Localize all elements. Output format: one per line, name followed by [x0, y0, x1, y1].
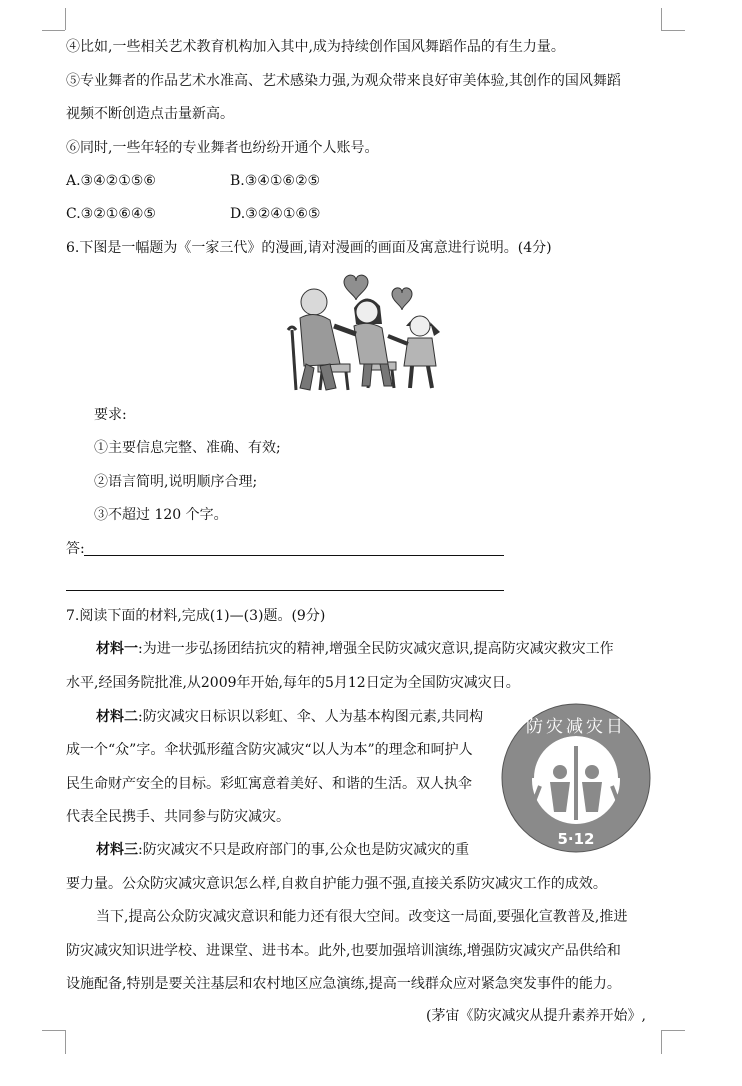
crop-mark-bottom-left-h: [42, 1030, 65, 1031]
crop-mark-top-right: [661, 8, 662, 30]
requirements-title: 要求:: [94, 407, 127, 423]
option-item-5-line-2: 视频不断创造点击量新高。: [66, 106, 234, 122]
material-2-line-3: 民生命财产安全的目标。彩虹寓意着美好、和谐的生活。双人执伞: [66, 776, 472, 792]
option-item-4: ④比如,一些相关艺术教育机构加入其中,成为持续创作国风舞蹈作品的有生力量。: [66, 39, 565, 55]
question-7-prompt: 7.阅读下面的材料,完成(1)—(3)题。(9分): [66, 608, 326, 624]
choice-a: A.③④②①⑤⑥: [66, 173, 156, 189]
material-2-line-2: 成一个“众”字。伞状弧形蕴含防灾减灾“以人为本”的理念和呵护人: [66, 742, 473, 758]
requirement-2: ②语言简明,说明顺序合理;: [94, 474, 258, 490]
disaster-prevention-day-logo: [500, 702, 652, 854]
logo-title: 防灾减灾日: [526, 717, 626, 737]
answer-line-2[interactable]: [66, 590, 504, 591]
material-2-text: :防灾减灾日标识以彩虹、伞、人为基本构图元素,共同构: [138, 709, 484, 725]
material-2-label: 材料二: [96, 709, 138, 725]
paragraph-line-2: 防灾减灾知识进学校、进课堂、进书本。此外,也要加强培训演练,增强防灾减灾产品供给和: [66, 943, 621, 959]
option-item-6: ⑥同时,一些年轻的专业舞者也纷纷开通个人账号。: [66, 140, 379, 156]
material-2-line-4: 代表全民携手、共同参与防灾减灾。: [66, 809, 290, 825]
material-1-line-1: [96, 639, 614, 659]
answer-label: 答:: [66, 541, 85, 557]
crop-mark-top-right-h: [661, 30, 685, 31]
material-1-text: :为进一步弘扬团结抗灾的精神,增强全民防灾减灾意识,提高防灾减灾救灾工作: [138, 641, 614, 657]
option-item-5-line-1: ⑤专业舞者的作品艺术水准高、艺术感染力强,为观众带来良好审美体验,其创作的国风舞蹈: [66, 73, 621, 89]
material-3-label: 材料三: [96, 842, 138, 858]
crop-mark-bottom-left: [65, 1030, 66, 1054]
crop-mark-bottom-right: [661, 1030, 662, 1054]
crop-mark-top-left: [65, 8, 66, 30]
choice-b: B.③④①⑥②⑤: [230, 173, 321, 189]
paragraph-line-1: 当下,提高公众防灾减灾意识和能力还有很大空间。改变这一局面,要强化宣教普及,推进: [96, 909, 628, 925]
source-citation: (茅宙《防灾减灾从提升素养开始》,: [426, 1008, 646, 1024]
choice-d: D.③②④①⑥⑤: [230, 206, 321, 222]
material-1-label: 材料一: [96, 641, 138, 657]
choice-c: C.③②①⑥④⑤: [66, 206, 156, 222]
material-2-line-1: [96, 707, 483, 727]
material-3-line-1: [96, 840, 469, 860]
requirement-1: ①主要信息完整、准确、有效;: [94, 440, 281, 456]
paragraph-line-3: 设施配备,特别是要关注基层和农村地区应急演练,提高一线群众应对紧急突发事件的能力。: [66, 976, 621, 992]
material-3-line-2: 要力量。公众防灾减灾意识怎么样,自救自护能力强不强,直接关系防灾减灾工作的成效。: [66, 876, 607, 892]
family-cartoon-image: [270, 268, 460, 396]
answer-line-1[interactable]: [84, 555, 504, 556]
crop-mark-top-left-h: [42, 30, 65, 31]
crop-mark-bottom-right-h: [661, 1030, 685, 1031]
material-3-text: :防灾减灾不只是政府部门的事,公众也是防灾减灾的重: [138, 842, 470, 858]
heart-icon: [344, 275, 368, 300]
requirement-3: ③不超过 120 个字。: [94, 507, 228, 523]
question-6-prompt: 6.下图是一幅题为《一家三代》的漫画,请对漫画的画面及寓意进行说明。(4分): [66, 240, 552, 256]
material-1-line-2: 水平,经国务院批准,从2009年开始,每年的5月12日定为全国防灾减灾日。: [66, 675, 520, 691]
logo-date: 5·12: [557, 830, 595, 848]
heart-icon: [392, 288, 412, 310]
